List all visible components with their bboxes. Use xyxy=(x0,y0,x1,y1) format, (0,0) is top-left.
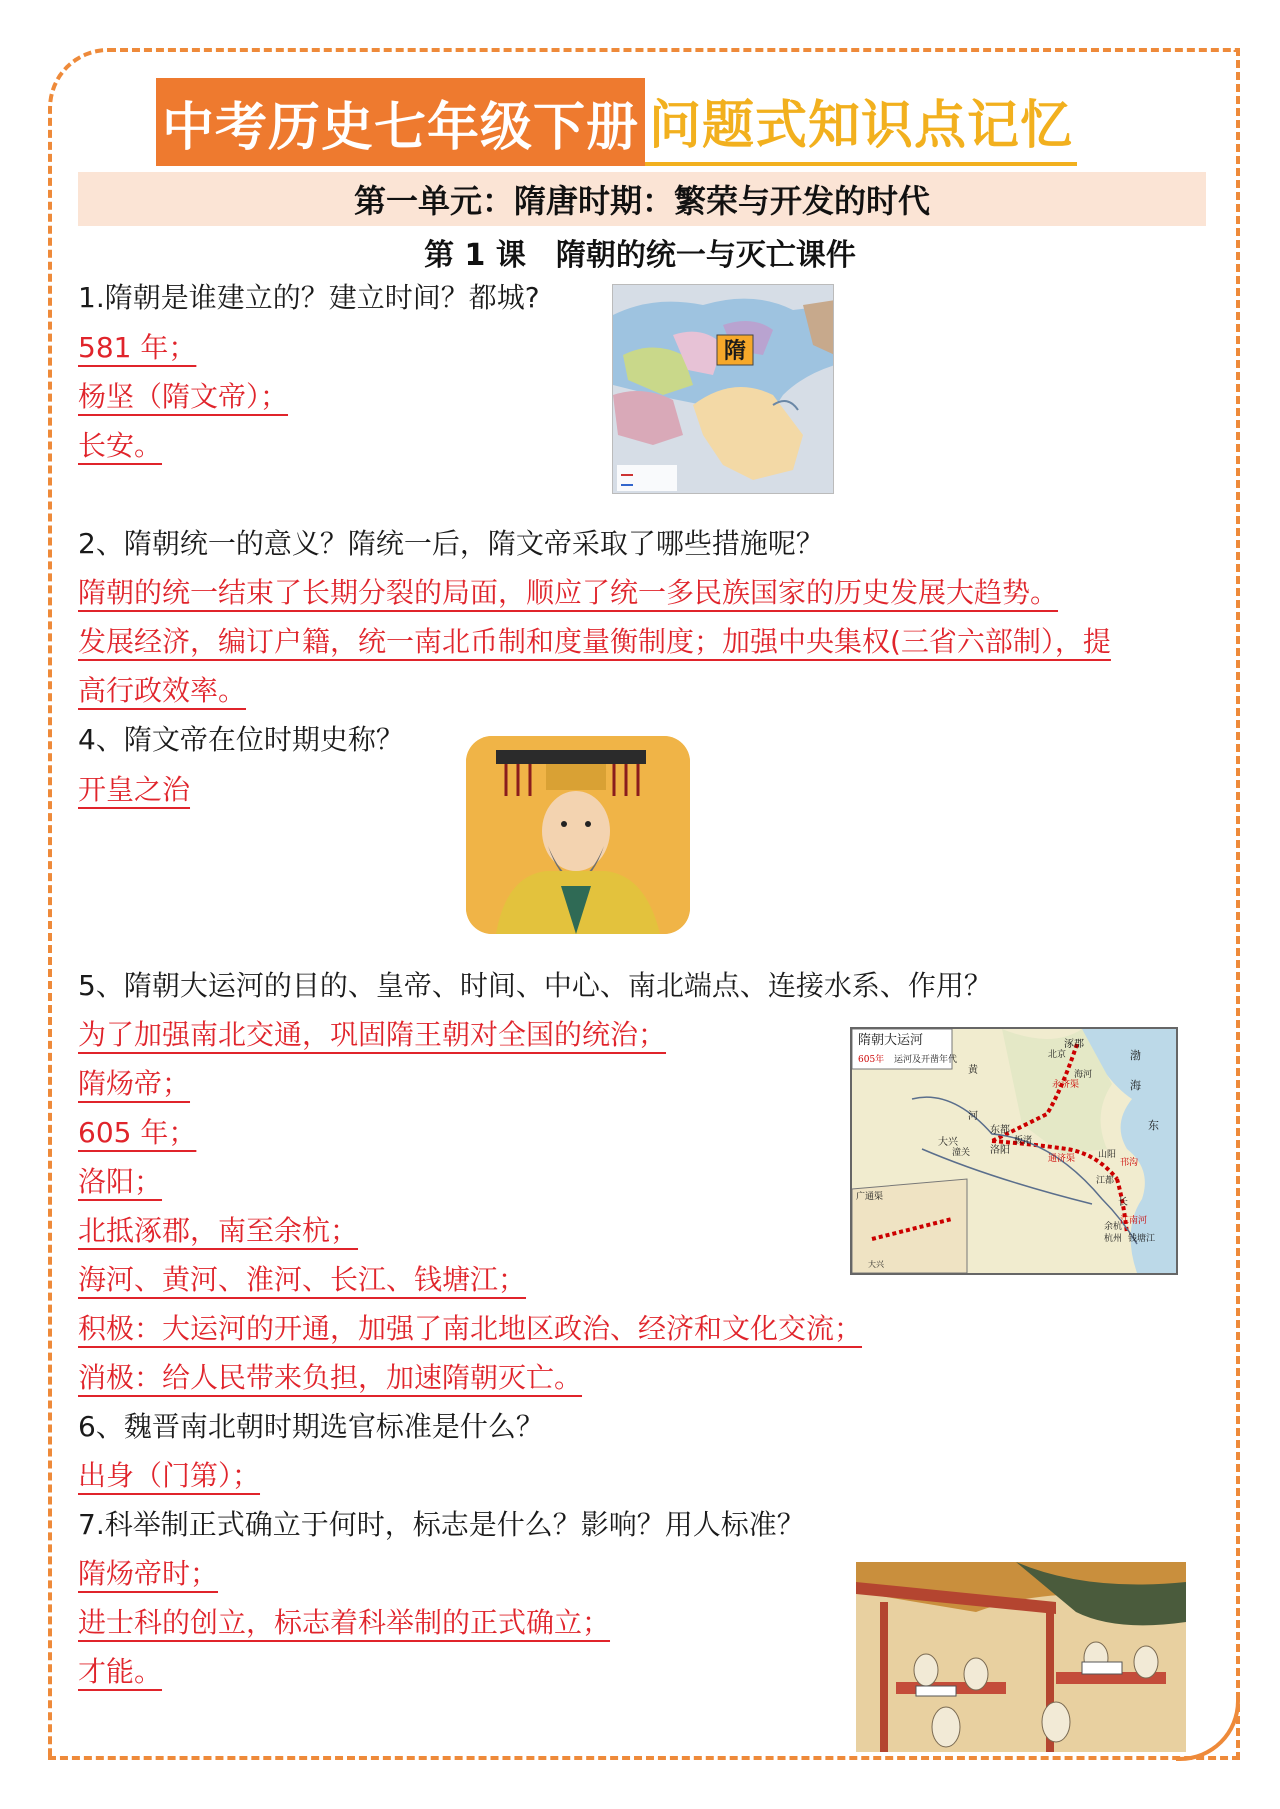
lesson-heading: 第 1 课 隋朝的统一与灭亡课件 xyxy=(424,238,856,273)
place-zhuojun: 涿郡 xyxy=(1064,1039,1084,1050)
question-7: 7.科举制正式确立于何时，标志是什么？影响？用人标准？ xyxy=(78,1508,805,1541)
question-6: 6、魏晋南北朝时期选官标准是什么？ xyxy=(78,1410,544,1443)
place-shanyang: 山阳 xyxy=(1098,1150,1117,1160)
answer-5-8: 消极：给人民带来负担，加速隋朝灭亡。 xyxy=(78,1361,583,1394)
place-daxing-inset: 大兴 xyxy=(868,1260,884,1269)
answer-7-2: 进士科的创立，标志着科举制的正式确立； xyxy=(78,1606,611,1639)
answer-7-1: 隋炀帝时； xyxy=(78,1557,219,1590)
place-he: 河 xyxy=(968,1111,978,1122)
question-1: 1.隋朝是谁建立的？建立时间？都城? xyxy=(78,281,540,314)
place-dongdu: 东都 xyxy=(990,1125,1010,1136)
answer-2-2: 发展经济，编订户籍，统一南北币制和度量衡制度；加强中央集权(三省六部制），提 xyxy=(78,625,1111,658)
place-yuhang: 余杭 xyxy=(1104,1222,1123,1232)
imperial-exam-painting xyxy=(856,1562,1186,1752)
place-banzhu: 板渚 xyxy=(1014,1136,1033,1146)
emperor-portrait-image xyxy=(466,736,690,934)
grand-canal-map-image xyxy=(850,1027,1178,1275)
place-haihe: 海河 xyxy=(1074,1070,1093,1080)
answer-5-1: 为了加强南北交通，巩固隋王朝对全国的统治； xyxy=(78,1018,667,1051)
answer-5-6: 海河、黄河、淮河、长江、钱塘江； xyxy=(78,1263,527,1296)
grand-canal-map-drawing xyxy=(852,1029,1176,1273)
answer-5-3: 605 年； xyxy=(78,1116,197,1149)
canal-map-title: 隋朝大运河 xyxy=(858,1033,924,1048)
sui-map-label: 隋 xyxy=(723,339,747,364)
answer-4-1: 开皇之治 xyxy=(78,773,191,806)
place-daxing: 大兴 xyxy=(938,1137,958,1148)
place-huang: 黄 xyxy=(968,1065,978,1076)
answer-5-4: 洛阳； xyxy=(78,1165,163,1198)
place-hai: 海 xyxy=(1130,1079,1141,1092)
canal-tongji: 通济渠 xyxy=(1048,1154,1076,1164)
imperial-exam-drawing xyxy=(856,1562,1186,1752)
place-qiantang: 钱塘江 xyxy=(1128,1234,1156,1244)
answer-6-1: 出身（门第）； xyxy=(78,1459,261,1492)
answer-5-7: 积极：大运河的开通，加强了南北地区政治、经济和文化交流； xyxy=(78,1312,863,1345)
question-5: 5、隋朝大运河的目的、皇帝、时间、中心、南北端点、连接水系、作用？ xyxy=(78,969,992,1002)
question-4: 4、隋文帝在位时期史称？ xyxy=(78,723,404,756)
title-right: 问题式知识点记忆 xyxy=(645,78,1077,166)
answer-7-3: 才能。 xyxy=(78,1655,163,1688)
title-left: 中考历史七年级下册 xyxy=(156,78,645,166)
canal-map-subtitle: 运河及开凿年代 xyxy=(894,1055,958,1065)
place-beijing: 北京 xyxy=(1048,1050,1067,1060)
sui-map-drawing xyxy=(613,285,834,494)
place-chang: 长 xyxy=(1118,1197,1128,1208)
canal-jiangnan: 江南河 xyxy=(1120,1216,1148,1226)
place-bo: 渤 xyxy=(1130,1049,1141,1062)
place-dong: 东 xyxy=(1148,1119,1159,1132)
place-hangzhou: 杭州 xyxy=(1104,1234,1123,1244)
canal-hangou: 邗沟 xyxy=(1120,1158,1139,1168)
canal-map-year: 605年 xyxy=(858,1055,885,1065)
place-luoyang: 洛阳 xyxy=(990,1145,1010,1156)
question-2: 2、隋朝统一的意义？隋统一后，隋文帝采取了哪些措施呢？ xyxy=(78,527,824,560)
emperor-portrait-drawing xyxy=(466,736,690,934)
unit-heading: 第一单元：隋唐时期：繁荣与开发的时代 xyxy=(78,172,1206,226)
answer-2-1: 隋朝的统一结束了长期分裂的局面，顺应了统一多民族国家的历史发展大趋势。 xyxy=(78,576,1059,609)
answer-5-5: 北抵涿郡，南至余杭； xyxy=(78,1214,359,1247)
answer-2-3: 高行政效率。 xyxy=(78,674,247,707)
canal-yongji: 永济渠 xyxy=(1052,1080,1080,1090)
page-title xyxy=(156,78,1077,166)
answer-5-2: 隋炀帝； xyxy=(78,1067,191,1100)
canal-map-inset: 广通渠 xyxy=(856,1192,884,1202)
place-jiangdu: 江都 xyxy=(1096,1176,1115,1186)
answer-1-2: 杨坚（隋文帝）； xyxy=(78,380,289,413)
sui-map-image xyxy=(612,284,834,494)
place-tongguan: 潼关 xyxy=(952,1148,971,1158)
answer-1-3: 长安。 xyxy=(78,429,163,462)
answer-1-1: 581 年； xyxy=(78,331,197,364)
